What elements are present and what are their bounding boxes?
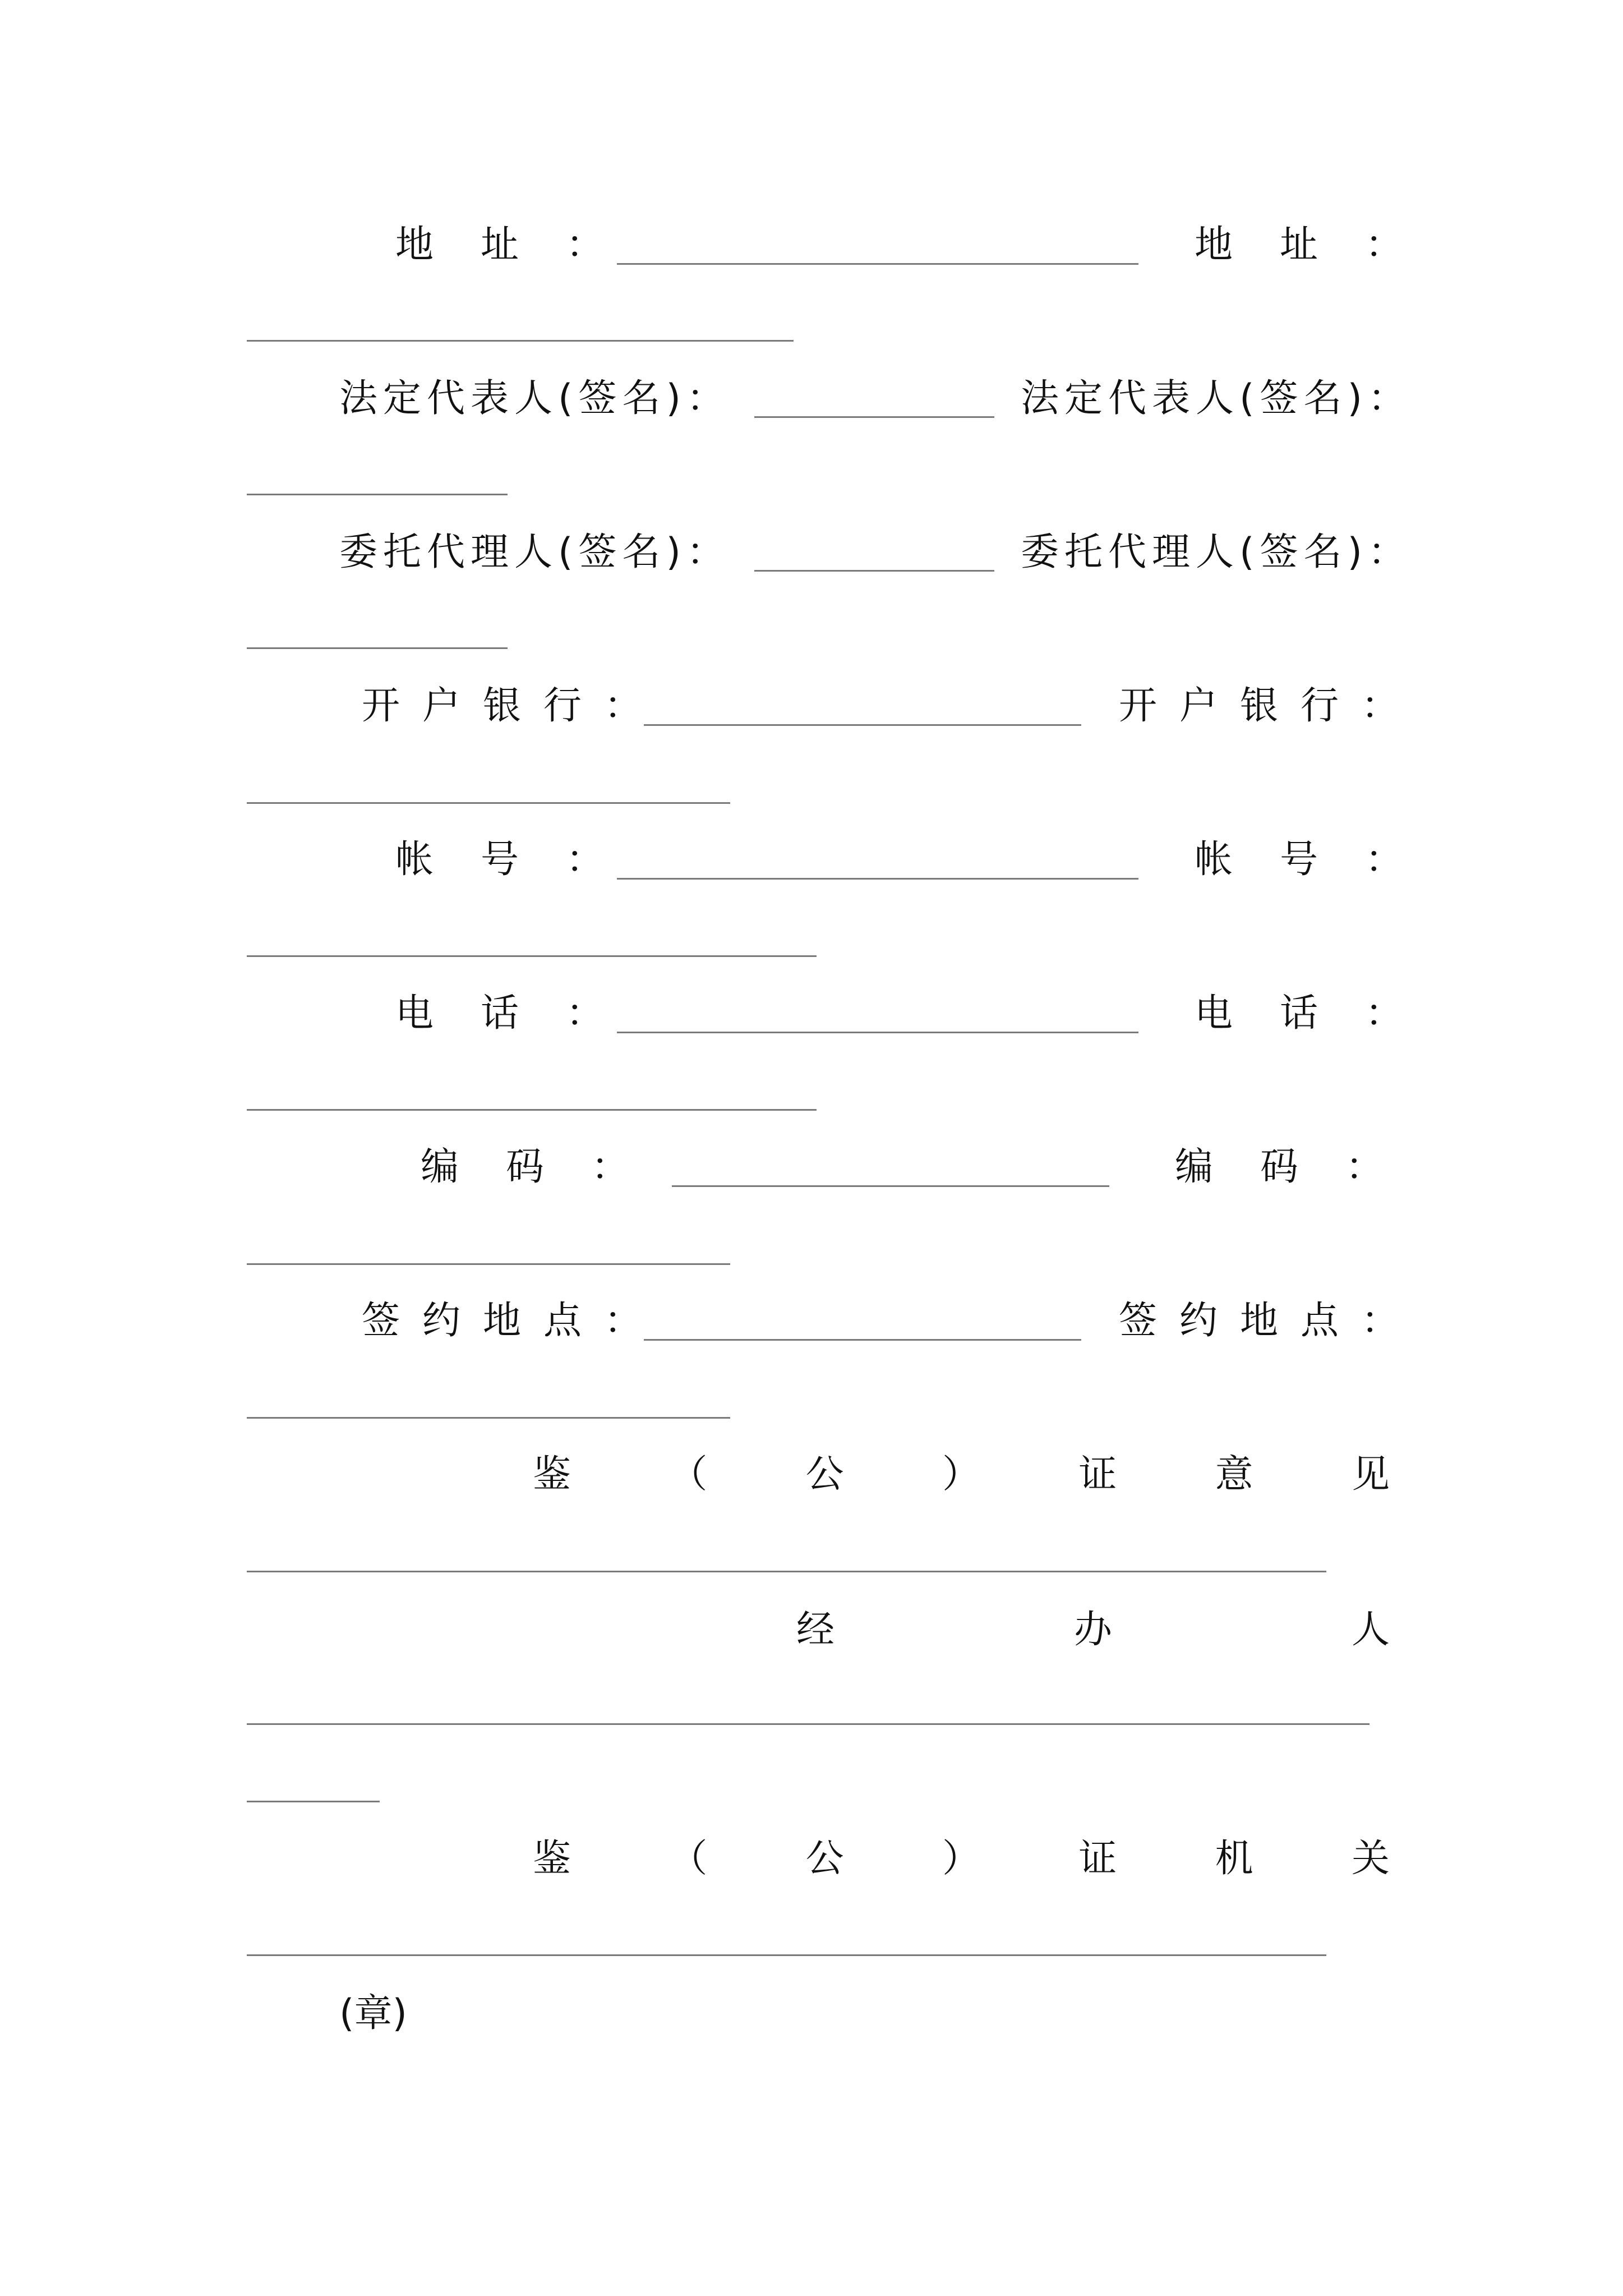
party-a-legal-rep-label: 法定代表人(签名)： xyxy=(339,376,731,421)
notary-office-char: ） xyxy=(942,1837,980,1881)
party-a-bank-line[interactable] xyxy=(644,724,1081,726)
party-b-bank-label: 开户银行： xyxy=(1119,684,1422,728)
party-a-sign-place-label: 签约地点： xyxy=(362,1299,665,1343)
party-a-bank-label: 开户银行： xyxy=(362,684,665,728)
handler-char: 办 xyxy=(1073,1608,1112,1652)
party-a-account-label: 帐号： xyxy=(395,838,652,882)
party-b-postcode-label: 编码： xyxy=(1175,1145,1431,1189)
notary-office-char: 机 xyxy=(1215,1837,1253,1881)
notary-office-char: 公 xyxy=(805,1837,844,1881)
party-a-agent-label: 委托代理人(签名)： xyxy=(339,530,731,574)
party-b-phone-line[interactable] xyxy=(247,1109,817,1111)
party-a-agent-line[interactable] xyxy=(754,570,994,572)
notary-opinion-char: 意 xyxy=(1215,1452,1253,1497)
party-a-account-line[interactable] xyxy=(617,878,1138,880)
party-b-address-label: 地址： xyxy=(1195,223,1451,267)
handler-char: 经 xyxy=(796,1608,835,1652)
party-a-sign-place-line[interactable] xyxy=(644,1339,1081,1341)
notary-opinion-char: 证 xyxy=(1078,1452,1117,1497)
notary-opinion-char: 见 xyxy=(1351,1452,1390,1497)
notary-office-char: 证 xyxy=(1078,1837,1117,1881)
party-b-sign-place-label: 签约地点： xyxy=(1119,1299,1422,1343)
party-b-agent-line[interactable] xyxy=(247,647,508,649)
notary-office-label xyxy=(533,1837,1390,1881)
seal-note: (章) xyxy=(339,1991,408,2036)
party-b-address-line[interactable] xyxy=(247,340,794,342)
party-b-legal-rep-label: 法定代表人(签名)： xyxy=(1021,376,1412,421)
notary-office-char: 鉴 xyxy=(533,1837,571,1881)
party-b-sign-place-line[interactable] xyxy=(247,1417,730,1419)
notary-opinion-char: 公 xyxy=(805,1452,844,1497)
party-b-legal-rep-line[interactable] xyxy=(247,494,508,495)
party-a-postcode-line[interactable] xyxy=(672,1185,1109,1187)
notary-office-line[interactable] xyxy=(247,1954,1326,1956)
handler-label xyxy=(796,1608,1390,1652)
party-a-legal-rep-line[interactable] xyxy=(754,416,994,418)
party-b-account-label: 帐号： xyxy=(1195,838,1451,882)
party-a-phone-line[interactable] xyxy=(617,1032,1138,1033)
notary-opinion-char: ） xyxy=(942,1452,980,1497)
handler-line[interactable] xyxy=(247,1723,1370,1725)
party-a-address-line[interactable] xyxy=(617,263,1138,265)
party-a-postcode-label: 编码： xyxy=(421,1145,677,1189)
handler-char: 人 xyxy=(1351,1608,1390,1652)
notary-opinion-label xyxy=(533,1452,1390,1497)
party-b-agent-label: 委托代理人(签名)： xyxy=(1021,530,1412,574)
notary-opinion-line[interactable] xyxy=(247,1571,1326,1572)
notary-opinion-char: （ xyxy=(669,1452,708,1497)
party-b-phone-label: 电话： xyxy=(1195,991,1451,1036)
party-b-postcode-line[interactable] xyxy=(247,1263,730,1265)
notary-office-char: 关 xyxy=(1351,1837,1390,1881)
notary-office-char: （ xyxy=(669,1837,708,1881)
party-a-phone-label: 电话： xyxy=(395,991,652,1036)
party-b-account-line[interactable] xyxy=(247,955,817,957)
notary-opinion-char: 鉴 xyxy=(533,1452,571,1497)
handler-line-continued[interactable] xyxy=(247,1801,380,1802)
party-a-address-label: 地址： xyxy=(395,223,652,267)
party-b-bank-line[interactable] xyxy=(247,802,730,804)
